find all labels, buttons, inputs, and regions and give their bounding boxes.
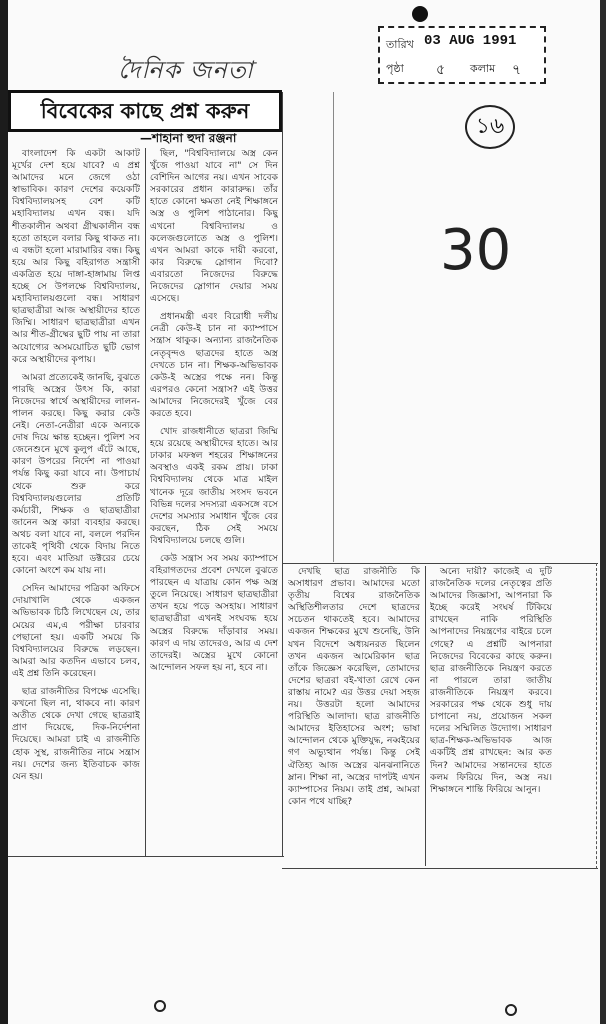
- paragraph: খোদ রাজধানীতে ছাত্ররা জিম্মি হয়ে রয়েছে অস্থায়ীদের হাতে। আর ঢাকার মফস্বল শহরের শিক্ষাঙ্গনের অবস্থাও একই রকম প্রায়। ঢাকা বিশ্ববিদ্যালয় থেকে মাত্র মাইল খানেক দূরে জাতীয় সংসদ ভবনে বিভিন্ন দলের সদস্যরা একসঙ্গে বসে দেশের সমস্যার সমাধান খুঁজে বের করছেন, ঠিক সেই সময়ে বিশ্ববিদ্যালয়ে চলছে গুলি।: [150, 426, 278, 546]
- scan-edge-left: [0, 0, 8, 1024]
- scan-edge-right: [600, 0, 606, 1024]
- handwritten-circled-number: ১৬: [465, 105, 515, 149]
- article-title: বিবেকের কাছে প্রশ্ন করুন: [8, 90, 282, 132]
- article-column-2: [150, 148, 278, 858]
- paragraph: প্রধানমন্ত্রী এবং বিরোধী দলীয় নেত্রী কেউ-ই চান না ক্যাম্পাসে সন্ত্রাস থাকুক। অন্যান্য রাজনৈতিক নেতৃবৃন্দও ছাত্রদের হাতে অস্ত্র দেখতে চান না। শিক্ষক-অভিভাবক কেউ-ই অস্ত্রের পক্ষে নন। কিন্তু এরপরও কেনো সন্ত্রাস? এই উত্তর আমাদের নিজেদেরই খুঁজে বের করতে হবে।: [150, 311, 278, 419]
- article-column-3: [288, 566, 420, 866]
- newspaper-masthead: দৈনিক জনতা: [118, 56, 254, 84]
- punch-hole: [154, 1000, 166, 1012]
- article-column-4: [430, 566, 552, 866]
- punch-hole: [505, 1004, 517, 1016]
- paragraph: ছাত্র রাজনীতির বিপক্ষে এসেছি। কখনো ছিল না, থাকবে না। কারণ অতীত থেকে দেখা গেছে ছাত্ররাই প্রাণ দিয়েছে, দিক-নির্দেশনা দিয়েছে। আমরা চাই এ রাজনীতি হোক সুস্থ, রাজনীতির নামে সন্ত্রাস নয়। দেশের জন্য ইতিবাচক কাজ যেন হয়।: [12, 686, 140, 782]
- ink-blot: [412, 6, 428, 22]
- stamp-column-label: কলাম: [470, 62, 496, 75]
- stamp-date-label: তারিখ: [386, 38, 414, 51]
- stamp-page-label: পৃষ্ঠা: [386, 62, 404, 75]
- clipping-edge: [333, 92, 334, 562]
- stamp-column-value: ৭: [512, 62, 522, 78]
- paragraph: আমরা প্রত্যেকেই জানছি, বুঝতে পারছি অস্ত্রের উৎস কি, কারা নিজেদের স্বার্থে অস্থায়ীদের লালন-পালন করছে। কিছু করার কেউ নেই। নেতা-নেত্রীরা একে অন্যকে দোষ দিয়ে ক্ষান্ত হচ্ছেন। পুলিশ সব জেনেশুনে মুখে কুলুপ এঁটে আছে, কারণ উপরের নির্দেশ না পাওয়া পর্যন্ত কিছু করা যাবে না। উপাচার্য থেকে শুরু করে বিশ্ববিদ্যালয়গুলোর প্রতিটি কর্মচারী, শিক্ষক ও ছাত্রছাত্রীরা জানেন অস্ত্র কারা ব্যবহার করছে। অথচ বলা যাবে না, বললে পরদিন তাকেই পৃথিবী থেকে বিদায় নিতে হবে। এবং মাতিয়া ডক্টরের চেয়ে কোনো অংশে কম যায় না।: [12, 371, 140, 577]
- date-stamp: [378, 26, 546, 84]
- article-border-right: [282, 92, 283, 856]
- paragraph: ছিল, "বিশ্ববিদ্যালয়ে অস্ত্র কেন খুঁজে পাওয়া যাবে না" সে দিন বেশিদিন আগের নয়। এখন সাবেক সরকারের প্রধান কারারুদ্ধ। তাঁর হাতে কোনো ক্ষমতা নেই শিক্ষাঙ্গনে অস্ত্র ও পুলিশ পাঠানোর। কিছু এখনো বিশ্ববিদ্যালয় ও কলেজগুলোতে অস্ত্র ও পুলিশ। এখন আমরা কাকে দায়ী করবো, কার বিরুদ্ধে স্লোগান দিবো? এবারতো নিজেদের বিরুদ্ধে নিজেদের স্লোগান দেয়ার সময় এসেছে।: [150, 148, 278, 305]
- paragraph: দেখছি ছাত্র রাজনীতি কি অসাধারণ প্রভাব। আমাদের মতো তৃতীয় বিশ্বের রাজনৈতিক অস্থিতিশীলতার দেশে ছাত্রদের সচেতন থাকতেই হবে। আমাদের একজন শিক্ষকের মুখে শুনেছি, উনি যখন বিদেশে অধ্যয়নরত ছিলেন তখন একজন আমেরিকান ছাত্র তাঁকে জিজ্ঞেস করেছিল, তোমাদের দেশের ছাত্ররা বই-খাতা রেখে কেন রাস্তায় নামে? এর উত্তর দেয়া সহজ নয়। উত্তরটা হলো আমাদের পরিস্থিতি আলাদা। ছাত্র রাজনীতি আমাদের ইতিহাসের অংশ; ভাষা আন্দোলন থেকে মুক্তিযুদ্ধ, নব্বইয়ের গণ অভ্যুত্থান পর্যন্ত। কিন্তু সেই ঐতিহ্য আজ অস্ত্রের ঝনঝনানিতে ম্লান। শিক্ষা না, অস্ত্রের দাপটই এখন ক্যাম্পাসের নিয়ম। তাই প্রশ্ন, আমরা কোন পথে যাচ্ছি?: [288, 566, 420, 807]
- handwritten-large-number: 30: [440, 218, 512, 283]
- stamp-date: 03 AUG 1991: [424, 33, 517, 49]
- paragraph: সেদিন আমাদের পত্রিকা অফিসে দোয়াখালি থেকে একজন অভিভাবক চিঠি লিখেছেন যে, তার মেয়ের এম,এ পরীক্ষা চারবার পেছানো হয়। একটি সময়ে কি বিশ্ববিদ্যালয়ের বিরুদ্ধে লড়ছেন। আমরা আর কতদিন এভাবে চলব, এই প্রশ্ন তিনি করেছেন।: [12, 583, 140, 679]
- paragraph: কেউ সন্ত্রাস সব সময় ক্যাম্পাসে বহিরাগতদের প্রবেশ দেখলে বুঝতে পারছেন এ যাত্রায় কোন পক্ষ অস্ত্র তুলে নিয়েছে। সাধারণ ছাত্রছাত্রীরা তখন হয়ে পড়ে অসহায়। সাধারণ ছাত্রছাত্রীরা এখনই সংঘবদ্ধ হয়ে অস্ত্রের বিরুদ্ধে দাঁড়াবার সময়। কারণ এ দায় তাদেরও, আর এ দেশ তাদেরই। অস্ত্রের মুখে কোনো আন্দোলন সফল হয় না, হবে না।: [150, 553, 278, 673]
- clipping-top-border: [282, 563, 598, 564]
- clipping-bottom-border: [282, 868, 598, 869]
- stamp-page-value: ৫: [436, 62, 446, 78]
- paragraph: অন্যে দায়ী? কাজেই এ দুটি রাজনৈতিক দলের নেতৃত্বের প্রতি আমাদের জিজ্ঞাসা, আপনারা কি ইচ্ছে করেই সংঘর্ষ টিকিয়ে রাখছেন নাকি পরিস্থিতি আপনাদের নিয়ন্ত্রণের বাইরে চলে গেছে? এ প্রশ্নটি আপনারা নিজেদের বিবেকের কাছে করুন। ছাত্র রাজনীতিকে নিয়ন্ত্রণ করতে না পারলে তারা জাতীয় রাজনীতিকে নিয়ন্ত্রণ করবে। সরকারের পক্ষ থেকে শুধু দায় চাপানো নয়, প্রয়োজন সকল দলের সম্মিলিত উদ্যোগ। সাধারণ ছাত্র-শিক্ষক-অভিভাবক আজ একটিই প্রশ্ন রাখছেন: আর কত দিন? আমাদের সন্তানদের হাতে কলম ফিরিয়ে দিন, অস্ত্র নয়। শিক্ষাঙ্গনে শান্তি ফিরিয়ে আনুন।: [430, 566, 552, 795]
- column-divider: [145, 148, 146, 856]
- article-byline: —শাহানা হুদা রঞ্জনা: [140, 131, 237, 145]
- article-column-1: [12, 148, 140, 858]
- paragraph: বাংলাদেশ কি একটা আকাট মূর্খের দেশ হয়ে যাবে? এ প্রশ্ন আমাদের মনে জেগে ওঠা স্বাভাবিক। কারণ দেশের কয়েকটি বিশ্ববিদ্যালয়সহ বেশ কটি মহাবিদ্যালয় এখন বন্ধ। যদি শীতকালীন অথবা গ্রীষ্মকালীন বন্ধ হতো তাহলে বলার কিছু থাকত না। এ বন্ধটা হলো মারামারির বন্ধ। কিছু হয়ে আর কিছু বহিরাগত সন্ত্রাসী একত্রিত হয়ে দাঙ্গা-হাঙ্গামায় লিপ্ত হচ্ছে সে উপলক্ষে বিশ্ববিদ্যালয়, মহাবিদ্যালয়গুলো বন্ধ। সাধারণ ছাত্রছাত্রীরা আজ অস্থায়ীদের হাতে জিম্মি। সাধারণ ছাত্রছাত্রীরা এখন আর শীত-গ্রীষ্মের ছুটি পায় না তারা অযোগ্যের অসময়োচিত ছুটি ভোগ করে অস্থায়ীদের কৃপায়।: [12, 148, 140, 365]
- cut-line: [596, 563, 597, 869]
- clipping-bottom-border: [8, 856, 284, 857]
- column-divider: [425, 566, 426, 866]
